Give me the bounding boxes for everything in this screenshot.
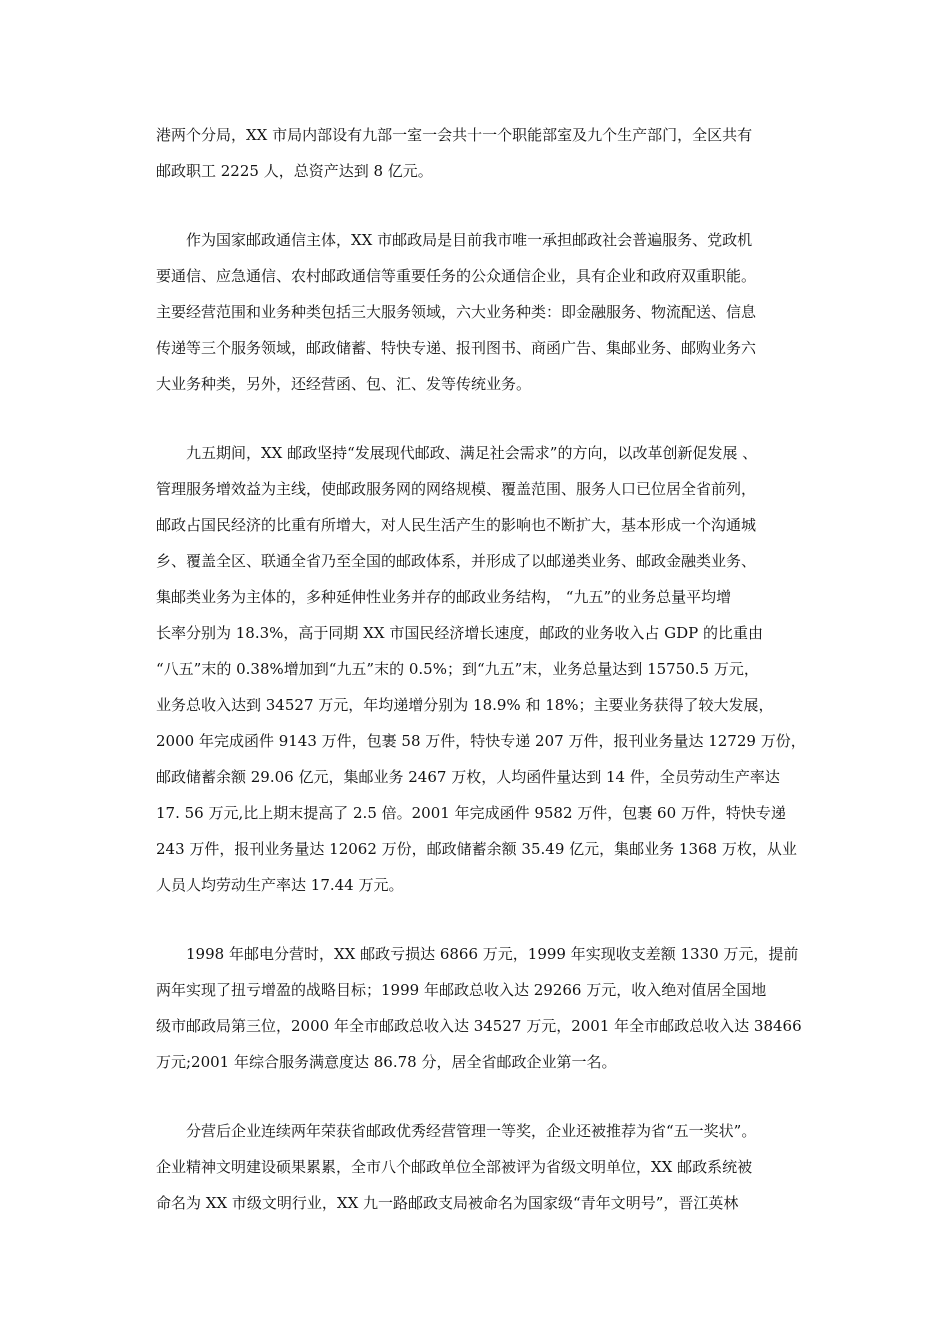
paragraph-gap <box>156 402 796 435</box>
text-line: 港两个分局，XX 市局内部设有九部一室一会共十一个职能部室及九个生产部门，全区共有 <box>156 126 753 144</box>
text-line: 命名为 XX 市级文明行业，XX 九一路邮政支局被命名为国家级“青年文明号”，晋江英林 <box>156 1194 739 1212</box>
text-line: 企业精神文明建设硕果累累，全市八个邮政单位全部被评为省级文明单位，XX 邮政系统被 <box>156 1158 753 1176</box>
paragraph-business-scope <box>156 222 796 402</box>
paragraph-staff-assets <box>156 117 796 189</box>
text-line: 乡、覆盖全区、联通全省乃至全国的邮政体系，并形成了以邮递类业务、邮政金融类业务、 <box>156 552 757 570</box>
paragraph-ninth-five-year <box>156 435 806 903</box>
text-line: 大业务种类，另外，还经营函、包、汇、发等传统业务。 <box>156 375 532 393</box>
text-line: 管理服务增效益为主线，使邮政服务网的网络规模、覆盖范围、服务人口已位居全省前列， <box>156 480 757 498</box>
text-line: 级市邮政局第三位，2000 年全市邮政总收入达 34527 万元，2001 年全市邮政总收入达 38466 <box>156 1017 802 1035</box>
text-line: “八五”末的 0.38%增加到“九五”末的 0.5%；到“九五”末，业务总量达到 15750.5 万元， <box>156 660 759 678</box>
text-line: 业务总收入达到 34527 万元，年均递增分别为 18.9% 和 18%；主要业务获得了较大发展， <box>156 696 774 714</box>
text-line: 要通信、应急通信、农村邮政通信等重要任务的公众通信企业，具有企业和政府双重职能。 <box>156 267 757 285</box>
text-line: 作为国家邮政通信主体，XX 市邮政局是目前我市唯一承担邮政社会普遍服务、党政机 <box>156 231 753 249</box>
paragraph-honors <box>156 1113 796 1221</box>
text-line: 邮政职工 2225 人，总资产达到 8 亿元。 <box>156 162 433 180</box>
text-line: 2000 年完成函件 9143 万件，包裹 58 万件，特快专递 207 万件，报刊业务量达 12729 万份， <box>156 732 806 750</box>
paragraph-turnaround <box>156 936 802 1080</box>
paragraph-gap <box>156 189 796 222</box>
text-line: 万元;2001 年综合服务满意度达 86.78 分，居全省邮政企业第一名。 <box>156 1053 617 1071</box>
text-line: 集邮类业务为主体的，多种延伸性业务并存的邮政业务结构， “九五”的业务总量平均增 <box>156 588 732 606</box>
text-line: 两年实现了扭亏增盈的战略目标；1999 年邮政总收入达 29266 万元，收入绝对值居全国地 <box>156 981 767 999</box>
paragraph-gap <box>156 903 796 936</box>
document-body <box>156 117 806 1221</box>
text-line: 1998 年邮电分营时，XX 邮政亏损达 6866 万元，1999 年实现收支差额 1330 万元，提前 <box>156 945 799 963</box>
text-line: 九五期间，XX 邮政坚持“发展现代邮政、满足社会需求”的方向，以改革创新促发展 、 <box>156 444 758 462</box>
text-line: 传递等三个服务领域，邮政储蓄、特快专递、报刊图书、商函广告、集邮业务、邮购业务六 <box>156 339 757 357</box>
text-line: 分营后企业连续两年荣获省邮政优秀经营管理一等奖，企业还被推荐为省“五一奖状”。 <box>156 1122 757 1140</box>
text-line: 17. 56 万元,比上期末提高了 2.5 倍。2001 年完成函件 9582 万件，包裹 60 万件，特快专递 <box>156 804 786 822</box>
text-line: 邮政占国民经济的比重有所增大，对人民生活产生的影响也不断扩大，基本形成一个沟通城 <box>156 516 757 534</box>
text-line: 243 万件，报刊业务量达 12062 万份，邮政储蓄余额 35.49 亿元，集邮业务 1368 万枚，从业 <box>156 840 797 858</box>
text-line: 邮政储蓄余额 29.06 亿元，集邮业务 2467 万枚，人均函件量达到 14 件，全员劳动生产率达 <box>156 768 780 786</box>
text-line: 主要经营范围和业务种类包括三大服务领域，六大业务种类：即金融服务、物流配送、信息 <box>156 303 757 321</box>
text-line: 人员人均劳动生产率达 17.44 万元。 <box>156 876 404 894</box>
text-line: 长率分别为 18.3%，高于同期 XX 市国民经济增长速度，邮政的业务收入占 GDP 的比重由 <box>156 624 763 642</box>
paragraph-gap <box>156 1080 796 1113</box>
